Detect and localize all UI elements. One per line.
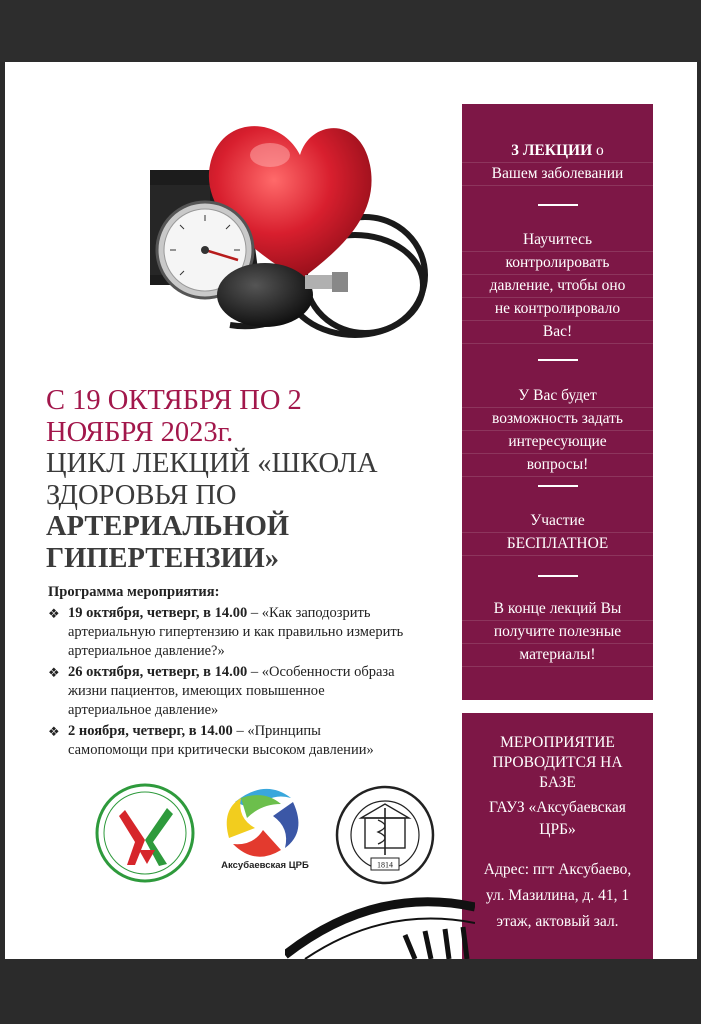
program-item-text: артериальную гипертензию и как правильно измерить [68, 624, 404, 640]
title-line3: ЦИКЛ ЛЕКЦИЙ «ШКОЛА [46, 448, 378, 479]
program-item-dash: – [247, 605, 262, 621]
benefit-free [462, 510, 653, 556]
program-item-dash: – [247, 664, 262, 680]
benefit-control [462, 229, 653, 344]
venue-text: этаж, актовый зал. [496, 913, 619, 930]
venue-panel [462, 713, 653, 959]
diamond-bullet-icon: ❖ [48, 665, 60, 680]
program-item-text: «Как заподозрить [261, 605, 371, 621]
lectures-rest-text: о [592, 142, 604, 159]
program-item-text: артериальное давление?» [68, 643, 225, 659]
program-heading: Программа мероприятия: [48, 584, 220, 600]
diamond-bullet-icon: ❖ [48, 606, 60, 621]
benefit-materials [462, 598, 653, 667]
program-item-date: 2 ноября, четверг, в 14.00 [68, 723, 233, 739]
benefit-text: У Вас будет [462, 385, 653, 408]
program-section [48, 583, 453, 760]
separator-line [538, 485, 578, 487]
program-item [48, 722, 453, 760]
program-item-text: самопомощи при критически высоком давлении» [68, 742, 374, 758]
lectures-count-text: 3 ЛЕКЦИИ [511, 142, 593, 159]
benefit-text: контролировать [462, 252, 653, 275]
diamond-bullet-icon: ❖ [48, 724, 60, 739]
venue-text: Адрес: пгт Аксубаево, [483, 861, 632, 878]
event-title [46, 385, 456, 574]
program-item-text: «Особенности образа [261, 664, 395, 680]
benefit-lectures [462, 140, 653, 186]
venue-text: МЕРОПРИЯТИЕ [500, 734, 615, 751]
benefit-text: БЕСПЛАТНОЕ [462, 533, 653, 556]
venue-text: ПРОВОДИТСЯ НА [492, 754, 623, 771]
program-item [48, 663, 453, 720]
benefit-text: Участие [462, 510, 653, 533]
separator-line [538, 204, 578, 206]
stamp-fragment-icon [285, 895, 475, 959]
venue-text: БАЗЕ [539, 774, 576, 791]
bottom-dark-area [0, 959, 701, 1024]
benefit-text: получите полезные [462, 621, 653, 644]
venue-institution [462, 797, 653, 841]
benefit-text: Научитесь [462, 229, 653, 252]
benefit-text: не контролировало [462, 298, 653, 321]
top-dark-bar [0, 0, 701, 62]
program-item-date: 26 октября, четверг, в 14.00 [68, 664, 248, 680]
benefit-text: возможность задать [462, 408, 653, 431]
benefit-text: Вас! [462, 321, 653, 344]
venue-text: ЦРБ» [539, 821, 576, 838]
venue-address [462, 857, 653, 935]
program-item-text: жизни пациентов, имеющих повышенное [68, 683, 325, 699]
title-dates-line2: НОЯБРЯ 2023г. [46, 416, 234, 448]
program-item-text: «Принципы [247, 723, 321, 739]
heart-tonometer-illustration [150, 85, 440, 355]
venue-text: ГАУЗ «Аксубаевская [489, 799, 626, 816]
benefits-panel [462, 104, 653, 700]
benefit-text: Вашем заболевании [462, 163, 653, 186]
separator-line [538, 359, 578, 361]
venue-heading [462, 733, 653, 793]
title-dates-line1: С 19 ОКТЯБРЯ ПО 2 [46, 385, 302, 416]
crb-logo-icon [221, 785, 309, 871]
benefit-text: интересующие [462, 431, 653, 454]
regional-logo-icon [97, 785, 193, 881]
benefit-text: материалы! [462, 644, 653, 667]
separator-line [538, 575, 578, 577]
program-item-date: 19 октября, четверг, в 14.00 [68, 605, 248, 621]
benefit-text: вопросы! [462, 454, 653, 477]
venue-text: ул. Мазилина, д. 41, 1 [485, 887, 630, 904]
title-line4: ЗДОРОВЬЯ ПО [46, 479, 237, 511]
title-line6: ГИПЕРТЕНЗИИ» [46, 542, 280, 574]
benefit-text: давление, чтобы оно [462, 275, 653, 298]
benefit-text: В конце лекций Вы [462, 598, 653, 621]
title-line5: АРТЕРИАЛЬНОЙ [46, 511, 290, 542]
crb-logo-caption: Аксубаевская ЦРБ [221, 860, 309, 871]
program-item [48, 604, 453, 661]
benefit-questions [462, 385, 653, 477]
program-item-text: артериальное давление» [68, 702, 219, 718]
university-seal-icon [337, 787, 433, 883]
program-item-dash: – [232, 723, 248, 739]
logos-row [95, 780, 435, 890]
seal-year: 1814 [377, 860, 393, 870]
